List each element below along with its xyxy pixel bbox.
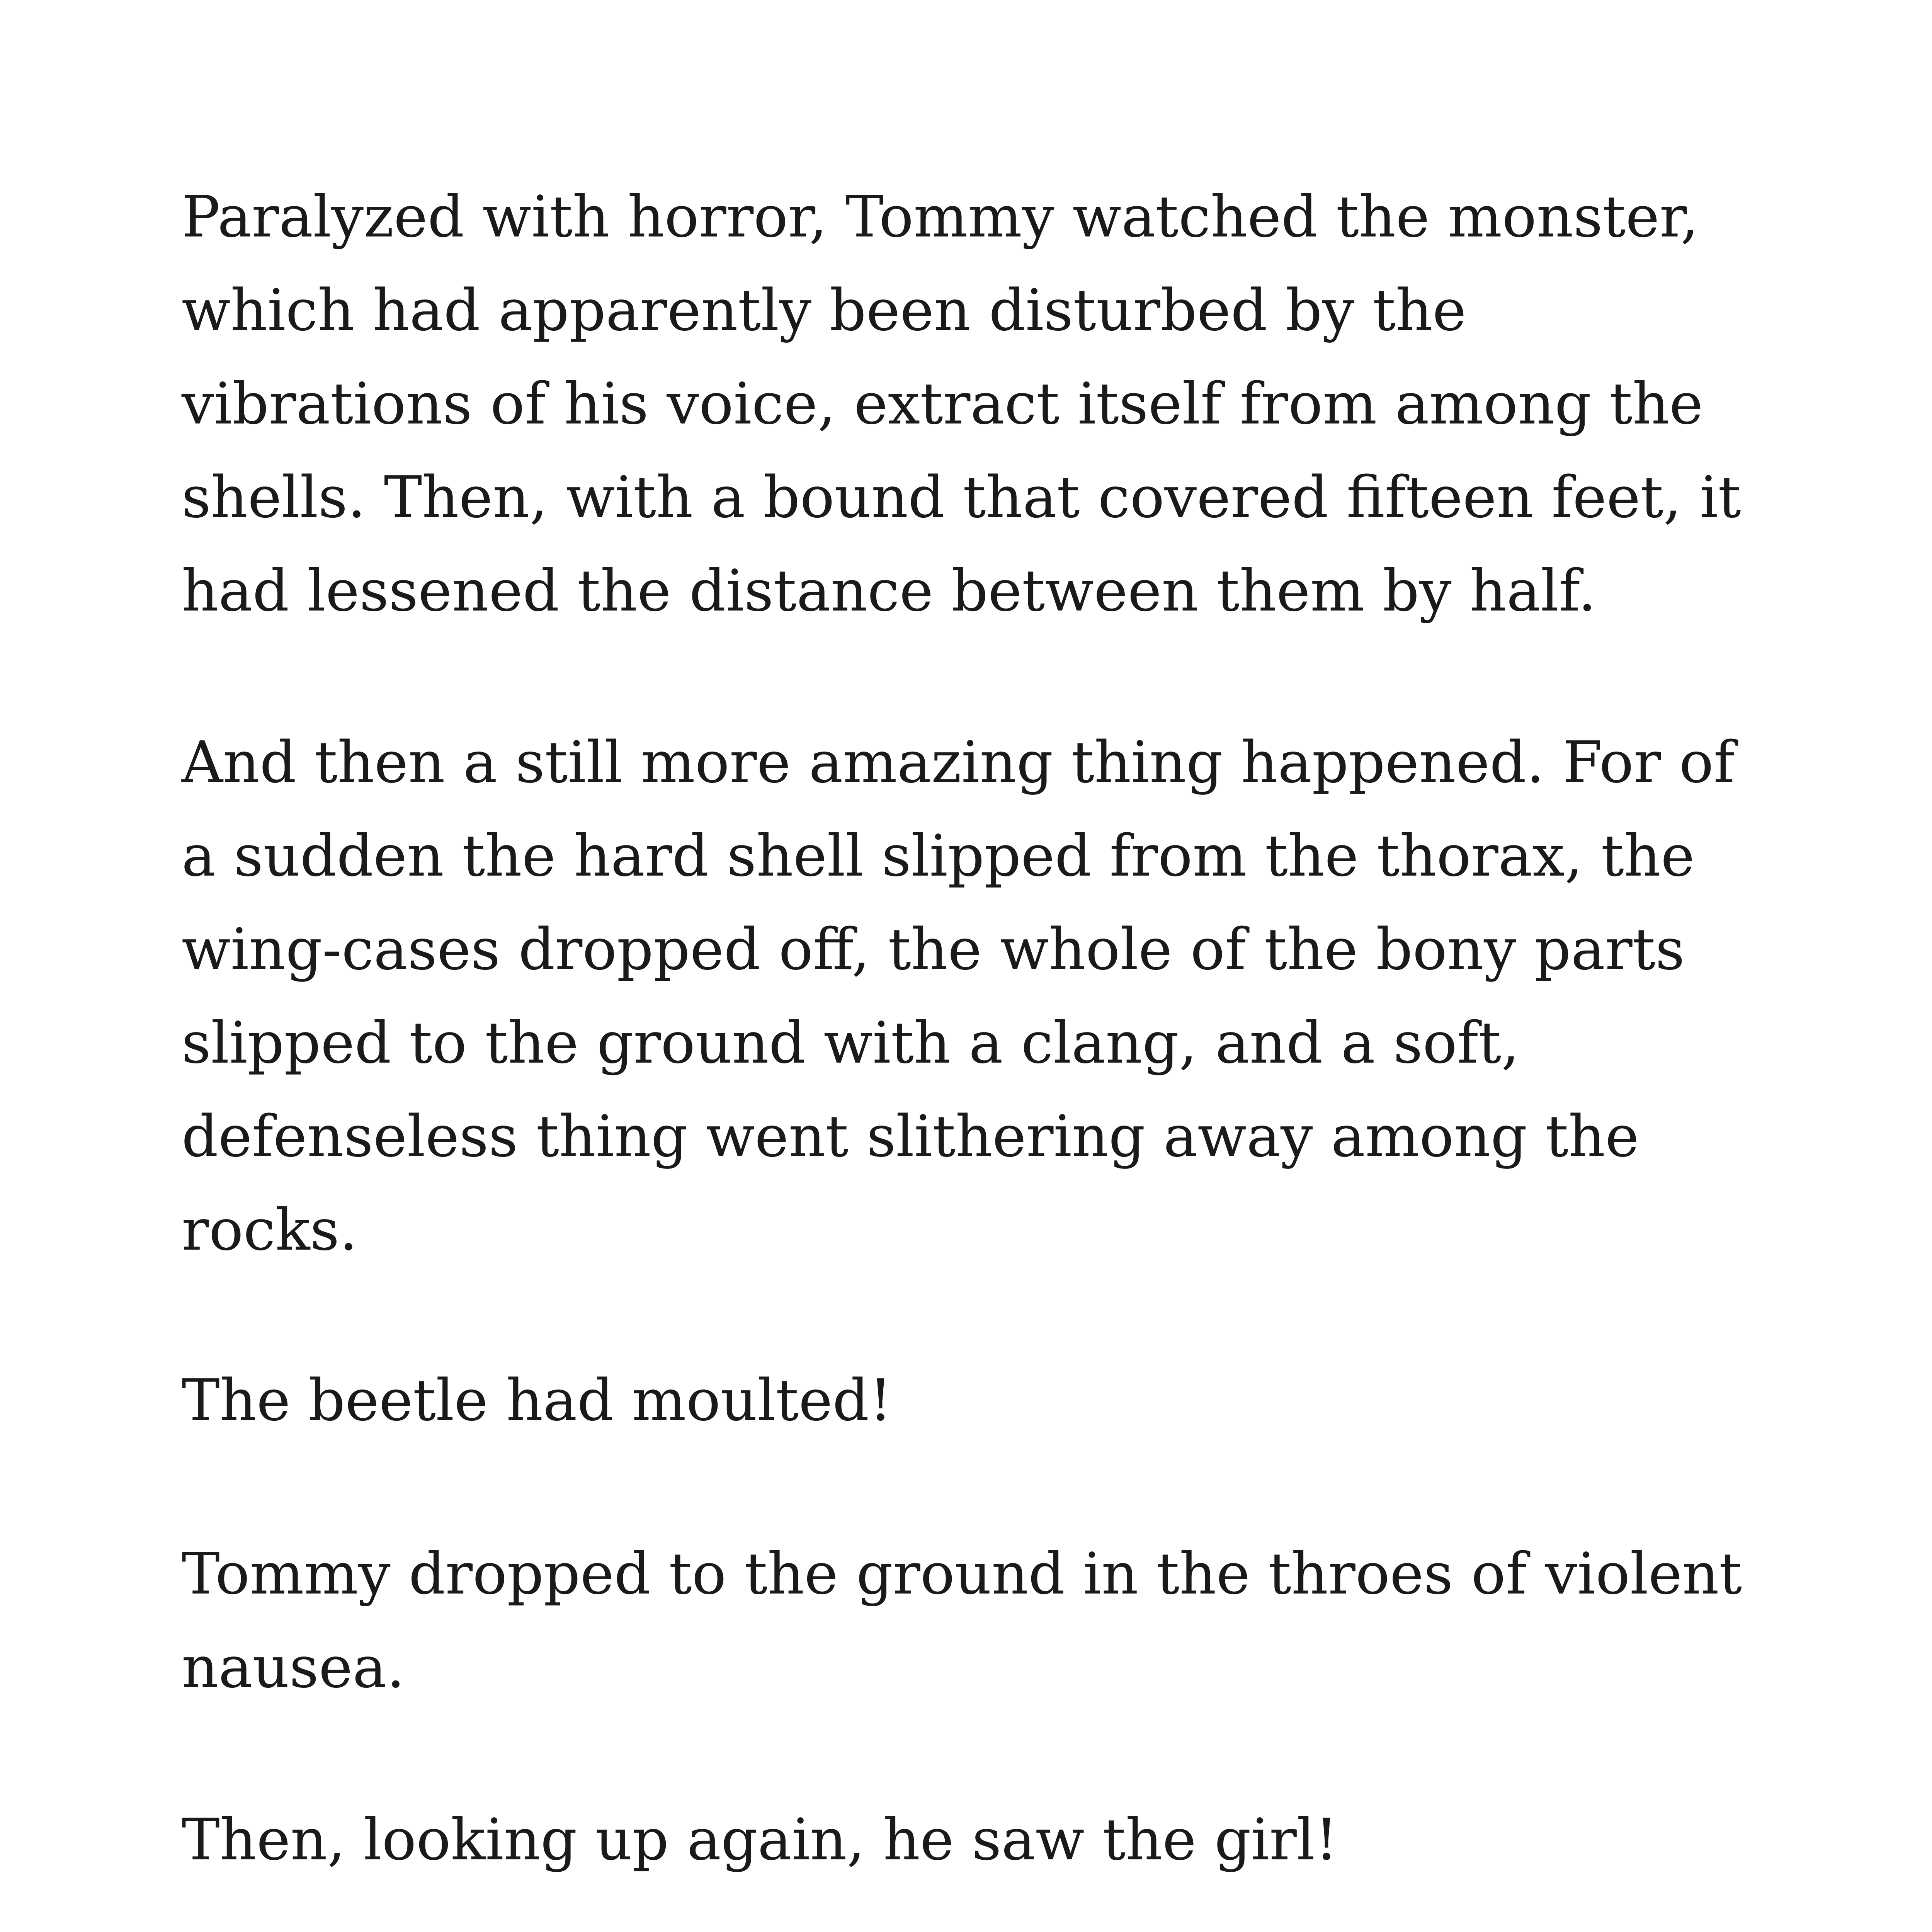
text-line: which had apparently been disturbed by the — [182, 277, 1466, 344]
text-line: shells. Then, with a bound that covered fifteen feet, it — [182, 464, 1741, 531]
text-line: defenseless thing went slithering away among the — [182, 1103, 1639, 1170]
text-line: And then a still more amazing thing happened. For of — [182, 729, 1735, 796]
text-line: vibrations of his voice, extract itself from among the — [182, 371, 1703, 437]
text-line: had lessened the distance between them by half. — [182, 558, 1597, 624]
paragraph — [182, 1527, 1820, 1714]
text-line: Tommy dropped to the ground in the throes of violent — [182, 1541, 1742, 1607]
text-line: rocks. — [182, 1197, 358, 1263]
text-line: slipped to the ground with a clang, and a soft, — [182, 1010, 1520, 1076]
paragraph — [182, 1793, 1820, 1886]
text-line: Paralyzed with horror, Tommy watched the monster, — [182, 184, 1699, 250]
text-line: wing-cases dropped off, the whole of the bony parts — [182, 916, 1685, 983]
text-line: nausea. — [182, 1634, 405, 1701]
paragraph — [182, 170, 1820, 638]
paragraph — [182, 1354, 1820, 1447]
text-line: a sudden the hard shell slipped from the thorax, the — [182, 823, 1695, 889]
text-line: Then, looking up again, he saw the girl! — [182, 1806, 1338, 1873]
text-line: The beetle had moulted! — [182, 1367, 892, 1434]
paragraph — [182, 716, 1820, 1277]
